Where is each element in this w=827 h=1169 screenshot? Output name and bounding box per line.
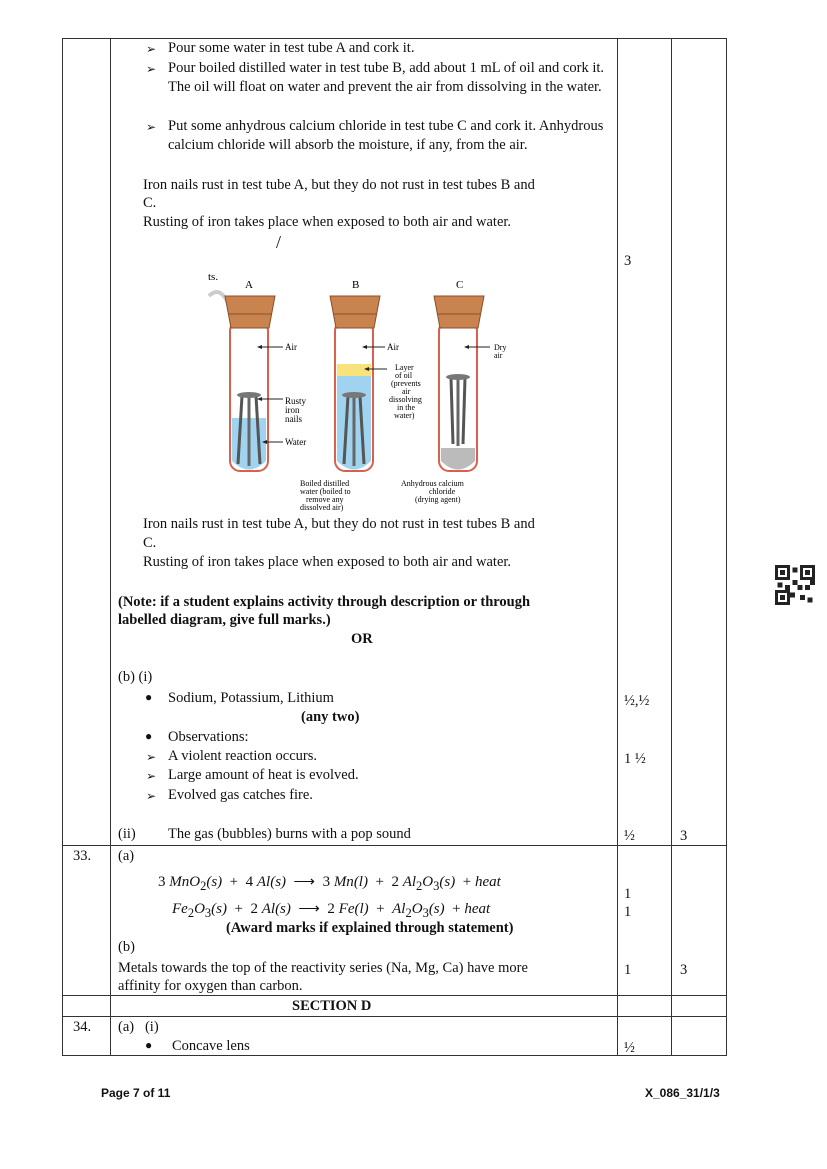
page-number: Page 7 of 11 bbox=[101, 1086, 171, 1100]
bullet-text-2: Pour boiled distilled water in test tube B, add about 1 mL of oil and cork it. The oil will float on water and prevent the air from dissolving in the water. bbox=[168, 60, 604, 95]
rusty-label-2: iron bbox=[285, 405, 300, 415]
air-label-b: Air bbox=[387, 342, 399, 352]
oil-label-6: in the bbox=[397, 403, 415, 412]
q33-part-a: (a) bbox=[118, 848, 135, 864]
tick-mark: / bbox=[276, 232, 282, 252]
observation-1: A violent reaction occurs. bbox=[168, 748, 317, 764]
oil-label-7: water) bbox=[394, 411, 415, 420]
equation-2: $Fe_2O_3(s) + 2$ Al(s) ⟶ 2 $Fe(l) + Al_2O_3(s)$ + heat bbox=[172, 901, 491, 920]
arrow-bullet-icon: ➢ bbox=[146, 120, 157, 134]
total-marks-32: 3 bbox=[680, 828, 688, 844]
or-separator: OR bbox=[351, 631, 373, 647]
bullet-dot-icon: ● bbox=[145, 690, 153, 704]
bullet-text-3: Put some anhydrous calcium chloride in test tube C and cork it. Anhydrous calcium chloride will absorb the moisture, if any, from the air. bbox=[168, 118, 604, 153]
section-d-heading: SECTION D bbox=[292, 998, 372, 1014]
question-number-34: 34. bbox=[73, 1019, 92, 1035]
oil-label-1: Layer bbox=[395, 363, 414, 372]
oil-label-3: (prevents bbox=[391, 379, 421, 388]
metals-text: Sodium, Potassium, Lithium bbox=[168, 690, 334, 706]
q34-bullet-text: Concave lens bbox=[172, 1038, 250, 1054]
marks-part-ii: ½ bbox=[624, 828, 635, 844]
q33-b-line-2: affinity for oxygen than carbon. bbox=[118, 978, 303, 994]
part-ii-label: (ii) bbox=[118, 826, 136, 842]
test-tube-c bbox=[434, 296, 484, 471]
arrow-bullet-icon: ➢ bbox=[146, 42, 157, 56]
observation-2: Large amount of heat is evolved. bbox=[168, 767, 359, 783]
result2-line-2: C. bbox=[143, 535, 157, 551]
part-b-label: (b) (i) bbox=[118, 669, 153, 685]
anhydrous-label-3: (drying agent) bbox=[415, 495, 461, 504]
arrow-bullet-icon: ➢ bbox=[146, 789, 157, 803]
question-number-33: 33. bbox=[73, 848, 92, 864]
diagram-partial-text: ts. bbox=[208, 271, 219, 283]
water-label: Water bbox=[285, 437, 307, 447]
note-line-2: labelled diagram, give full marks.) bbox=[118, 612, 331, 628]
oil-label-4: air bbox=[402, 387, 411, 396]
result-line-1: Iron nails rust in test tube A, but they do not rust in test tubes B and bbox=[143, 177, 535, 193]
tube-label-b: B bbox=[352, 279, 360, 291]
boiled-label-3: remove any bbox=[306, 495, 344, 504]
marks-eq-2: 1 bbox=[624, 904, 632, 920]
anhydrous-label-2: chloride bbox=[429, 487, 456, 496]
result2-line-1: Iron nails rust in test tube A, but they do not rust in test tubes B and bbox=[143, 516, 535, 532]
arrow-bullet-icon: ➢ bbox=[146, 62, 157, 76]
oil-label-2: of oil bbox=[395, 371, 413, 380]
part-ii-text: The gas (bubbles) burns with a pop sound bbox=[168, 826, 411, 842]
air-label-a: Air bbox=[285, 342, 297, 352]
observation-3: Evolved gas catches fire. bbox=[168, 787, 313, 803]
test-tube-b bbox=[330, 296, 380, 471]
observations-heading: Observations: bbox=[168, 729, 249, 745]
conclusion-line: Rusting of iron takes place when exposed to both air and water. bbox=[143, 214, 512, 230]
marks-eq-1: 1 bbox=[624, 886, 632, 902]
oil-label-5: dissolving bbox=[389, 395, 422, 404]
tube-label-a: A bbox=[245, 279, 253, 291]
arrow-bullet-icon: ➢ bbox=[146, 769, 157, 783]
tube-label-c: C bbox=[456, 279, 464, 291]
test-tube-a bbox=[225, 296, 275, 471]
award-note: (Award marks if explained through statement) bbox=[226, 920, 514, 936]
equation-1: 3 MnO$_2$(s) + 4 Al(s) ⟶ 3 Mn(l) + 2 $Al_2O_3(s)$ + heat bbox=[158, 874, 501, 893]
q34-part-label: (a) (i) bbox=[118, 1019, 159, 1035]
marks-32a: 3 bbox=[624, 253, 632, 269]
qr-code-icon bbox=[775, 565, 815, 605]
marks-33b: 1 bbox=[624, 962, 632, 978]
bullet-dot-icon: ● bbox=[145, 729, 153, 743]
any-two-text: (any two) bbox=[301, 709, 360, 725]
anhydrous-label-1: Anhydrous calcium bbox=[401, 479, 464, 488]
marks-metals: ½,½ bbox=[624, 693, 650, 709]
dry-air-label-1: Dry bbox=[494, 343, 507, 352]
boiled-label-1: Boiled distilled bbox=[300, 479, 350, 488]
total-marks-33: 3 bbox=[680, 962, 688, 978]
rusting-experiment-diagram bbox=[205, 266, 525, 516]
rusty-label-3: nails bbox=[285, 414, 302, 424]
document-code: X_086_31/1/3 bbox=[645, 1086, 720, 1100]
result-line-2: C. bbox=[143, 195, 157, 211]
boiled-label-4: dissolved air) bbox=[300, 503, 344, 512]
rusty-label-1: Rusty bbox=[285, 396, 307, 406]
marks-observations: 1 ½ bbox=[624, 751, 646, 767]
conclusion2-line: Rusting of iron takes place when exposed to both air and water. bbox=[143, 554, 512, 570]
bullet-dot-icon: ● bbox=[145, 1038, 153, 1052]
q33-b-line-1: Metals towards the top of the reactivity series (Na, Mg, Ca) have more bbox=[118, 960, 528, 976]
marks-34: ½ bbox=[624, 1040, 635, 1056]
dry-air-label-2: air bbox=[494, 351, 503, 360]
q33-part-b: (b) bbox=[118, 939, 135, 955]
bullet-text-1: Pour some water in test tube A and cork it. bbox=[168, 40, 415, 56]
arrow-bullet-icon: ➢ bbox=[146, 750, 157, 764]
boiled-label-2: water (boiled to bbox=[300, 487, 351, 496]
note-line-1: (Note: if a student explains activity through description or through bbox=[118, 594, 531, 610]
